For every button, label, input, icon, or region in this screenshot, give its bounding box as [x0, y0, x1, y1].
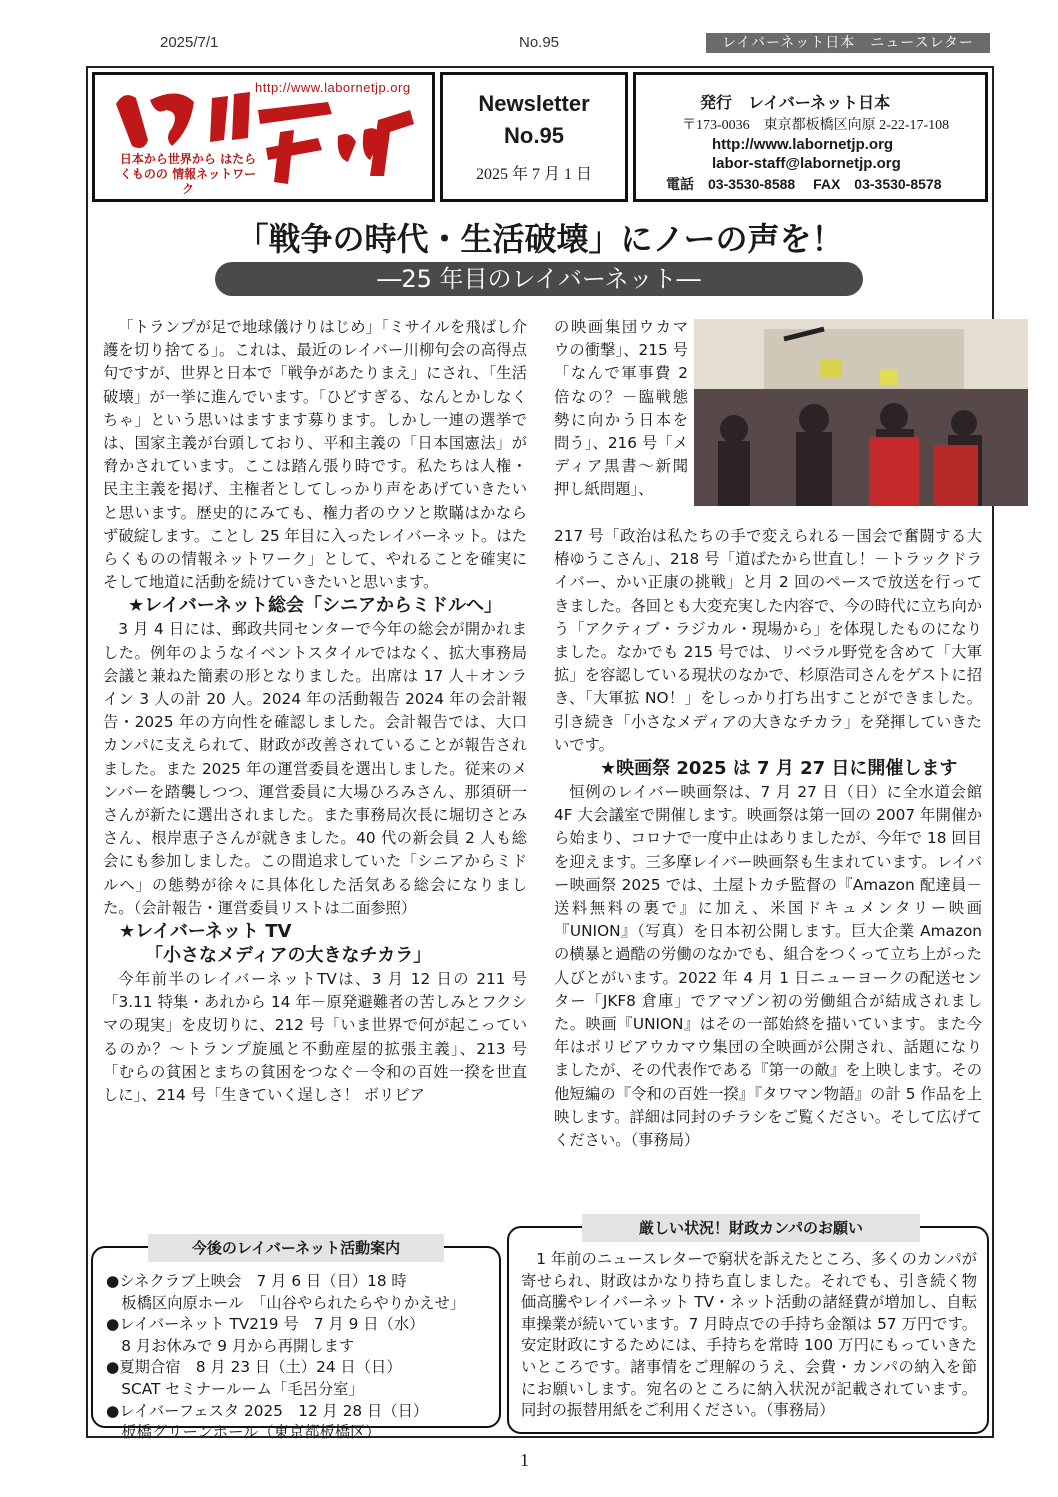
schedule-item: ●レイバーフェスタ 2025 12 月 28 日（日）	[106, 1401, 429, 1420]
newsletter-box	[440, 72, 628, 202]
schedule-item: ●レイバーネット TV219 号 7 月 9 日（水）	[106, 1315, 425, 1334]
column-right-narrow	[554, 316, 688, 502]
issue-number: No.95	[519, 34, 560, 51]
tv-paragraph-cont: の映画集団ウカマウの衝撃」、215 号「なんで軍事費 2倍なの？－臨戦態勢に向かう日本を問う」、216 号「メディア黒書～新聞押し紙問題」、	[554, 318, 688, 499]
schedule-item: 板橋区向原ホール 「山谷やられたらやりかえせ」	[106, 1293, 466, 1312]
newsletter-title: Newsletter	[478, 91, 590, 116]
address: 〒173-0036 東京都板橋区向原 2-22-17-108	[682, 118, 950, 133]
newsletter-date: 2025 年 7 月 1 日	[475, 166, 592, 183]
page-number: 1	[520, 1450, 529, 1470]
tv-paragraph: 今年前半のレイバーネットTVは、3 月 12 日の 211 号「3.11 特集・あれから 14 年－原発避難者の苦しみとフクシマの現実」を皮切りに、212 号「いま世界で何が起こっているのか？～トランプ旋風と不動産屋的拡張主義」、213 号「むらの貧困とまちの貧困をつなぐ－令和の百姓一揆を世直しに」、214 号「生きていく逞しさ！ ボリビア	[103, 970, 527, 1105]
union-film-photo	[694, 319, 1028, 506]
masthead-url: http://www.labornetjp.org	[255, 80, 411, 95]
schedule-list	[106, 1271, 496, 1444]
schedule-item: ●シネクラブ上映会 7 月 6 日（日）18 時	[106, 1272, 407, 1290]
masthead-tagline: 日本から世界から はたらくものの 情報ネットワーク	[119, 152, 257, 196]
intro-paragraph: 「トランプが足で地球儀けりはじめ」「ミサイルを飛ばし介護を切り捨てる」。これは、最近のレイバー川柳句会の高得点句ですが、世界と日本で「戦争があたりまえ」にされ、「生活破壊」が一挙に進んでいます。「ひどすぎる、なんとかしなくちゃ」という思いはますます募ります。しかし一連の選挙では、国家主義が台頭しており、平和主義の「日本国憲法」が脅かされています。ここは踏ん張り時です。私たちは人権・民主主義を掲げ、主権者としてしっかり声をあげていきたいと思います。歴史的にみても、権力者のウソと欺瞞はかならず破綻します。ことし 25 年目に入ったレイバーネット。はたらくものの情報ネットワーク」として、やれることを確実にそして地道に活動を続けていきたいと思います。	[103, 318, 527, 592]
tv-paragraph-end: 217 号「政治は私たちの手で変えられる－国会で奮闘する大椿ゆうこさん」、218 号「道ばたから世直し！－トラックドライバー、かい正康の挑戦」と月 2 回のペースで放送を行ってきました。各回とも大変充実した内容で、今の時代に立ち向かう「アクティブ・ラジカル・現場から」を体現したものになりました。なかでも 215 号では、リベラル野党を含めて「大軍拡」を容認している現状のなかで、杉原浩司さんをゲストに招き、「大軍拡 NO！」をしっかり打ち出すことができました。引き続き「小さなメディアの大きなチカラ」を発揮していきたいです。	[554, 527, 983, 754]
schedule-title: 今後のレイバーネット活動案内	[148, 1234, 444, 1262]
section-heading-film-festival: ★映画祭 2025 は 7 月 27 日に開催します	[600, 758, 958, 780]
newsletter-number: No.95	[504, 123, 564, 148]
column-right	[554, 525, 982, 1152]
subheadline: ―25 年目のレイバーネット―	[215, 262, 863, 296]
schedule-item: ●夏期合宿 8 月 23 日（土）24 日（日）	[106, 1358, 402, 1377]
protest-photo-illustration	[694, 319, 1028, 506]
schedule-item: SCAT セミナールーム「毛呂分室」	[106, 1379, 364, 1398]
publisher: 発行 レイバーネット日本	[700, 93, 891, 112]
column-left	[103, 316, 527, 1107]
website-link[interactable]: http://www.labornetjp.org	[712, 136, 894, 153]
appeal-title: 厳しい状況！財政カンパのお願い	[582, 1214, 920, 1242]
appeal-body: 1 年前のニュースレターで窮状を訴えたところ、多くのカンパが寄せられ、財政はかなり持ち直しました。それでも、引き続く物価高騰やレイバーネット TV・ネット活動の諸経費が増加し、自転車操業が続いています。7 月時点での手持ち金額は 57 万円です。安定財政にするためには、手持ちを常時 100 万円にもっていきたいところです。諸事情をご理解のうえ、会費・カンパの納入を節にお願いします。宛名のところに納入状況が記載されています。同封の振替用紙をご利用ください。（事務局）	[521, 1250, 977, 1420]
section-heading-general-meeting: ★レイバーネット総会「シニアからミドルへ」	[128, 595, 502, 617]
section-heading-tv: ★レイバーネット TV	[119, 921, 292, 943]
film-festival-paragraph: 恒例のレイバー映画祭は、7 月 27 日（日）に全水道会館 4F 大会議室で開催します。映画祭は第一回の 2007 年開催から始まり、コロナで一度中止はありましたが、今年で 18 回目を迎えます。三多摩レイバー映画祭も生まれています。レイバー映画祭 2025 では、土屋トカチ監督の『Amazon 配達員－送料無料の裏で』に加え、米国ドキュメンタリー映画『UNION』（写真）を日本初公開します。巨大企業 Amazon の横暴と過酷の労働のなかでも、組合をつくって立ち上がった人びとがいます。2022 年 4 月 1 日ニューヨークの配送センター「JKF8 倉庫」でアマゾン初の労働組合が結成されました。映画『UNION』はその一部始終を描いています。また今年はボリビアウカマウ集団の全映画が公開され、話題になりましたが、その代表作である『第一の敵』を上映します。その他短編の『令和の百姓一揆』『タワマン物語』の計 5 作品を上映します。詳細は同封のチラシをご覧ください。そして広げてください。（事務局）	[554, 783, 983, 1150]
phone-fax: 電話 03-3530-8588 FAX 03-3530-8578	[666, 176, 942, 192]
newsletter-band: レイバーネット日本 ニュースレター	[706, 33, 990, 53]
email-link[interactable]: labor-staff@labornetjp.org	[712, 155, 901, 172]
headline: 「戦争の時代・生活破壊」にノーの声を！	[236, 220, 844, 258]
schedule-item: 板橋グリーンホール（東京都板橋区）	[106, 1423, 381, 1442]
general-meeting-paragraph: 3 月 4 日には、郵政共同センターで今年の総会が開かれました。例年のようなイベントスタイルではなく、拡大事務局会議と兼ねた簡素の形となりました。出席は 17 人＋オンライン 3 人の計 20 人。2024 年の活動報告 2024 年の会計報告・2025 年の方向性を確認しました。会計報告では、大口カンパに支えられて、財政が改善されていることが報告されました。また 2025 年の運営委員を選出しました。従来のメンバーを踏襲しつつ、運営委員に大場ひろみさん、那須研一さんが新たに選出されました。また事務局次長に堀切さとみさん、根岸恵子さんが就きました。40 代の新会員 2 人も総会にも参加しました。この間追求していた「シニアからミドルへ」の態勢が徐々に具体化した活気ある総会になりました。（会計報告・運営委員リストは二面参照）	[103, 620, 527, 917]
schedule-item: 8 月お休みで 9 月から再開します	[106, 1336, 355, 1355]
issue-date: 2025/7/1	[160, 34, 219, 51]
section-heading-tv-sub: 「小さなメディアの大きなチカラ」	[145, 945, 432, 967]
